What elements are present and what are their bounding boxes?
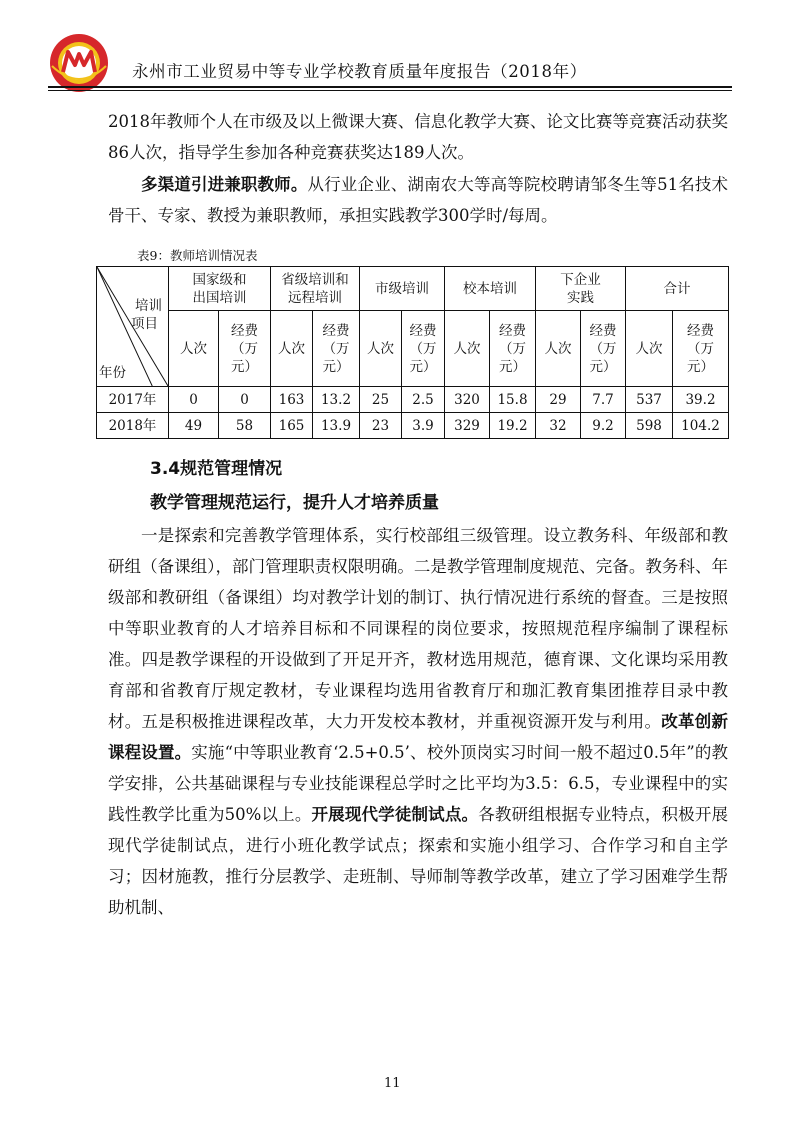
sub-header-count: 人次 xyxy=(169,311,219,387)
school-logo-icon xyxy=(48,32,110,94)
header-divider-thin xyxy=(48,90,732,91)
table-cell: 2.5 xyxy=(402,387,445,413)
table-cell: 0 xyxy=(169,387,219,413)
table-cell: 163 xyxy=(271,387,313,413)
table-cell: 320 xyxy=(445,387,490,413)
table-cell: 49 xyxy=(169,413,219,439)
sub-header-fee: 经费 （万 元） xyxy=(581,311,626,387)
table-cell: 537 xyxy=(626,387,673,413)
group-header-city: 市级培训 xyxy=(360,267,445,311)
table-cell: 23 xyxy=(360,413,402,439)
sub-header-fee: 经费 （万 元） xyxy=(219,311,271,387)
sub-header-fee: 经费 （万 元） xyxy=(673,311,729,387)
table-cell: 104.2 xyxy=(673,413,729,439)
intro-paragraph-awards: 2018年教师个人在市级及以上微课大赛、信息化教学大赛、论文比赛等竞赛活动获奖86人次，指导学生参加各种竞赛获奖达189人次。 xyxy=(108,112,728,162)
curriculum-body: 实施“中等职业教育‘2.5+0.5’、校外顶岗实习时间一般不超过0.5年”的教学安排，公共基础课程与专业技能课程总学时之比平均为3.5：6.5，专业课程中的实践性教学比重为50%以上。 xyxy=(108,743,728,824)
table-cell: 58 xyxy=(219,413,271,439)
sub-header-fee: 经费 （万 元） xyxy=(402,311,445,387)
table-cell: 3.9 xyxy=(402,413,445,439)
table-caption: 表9：教师培训情况表 xyxy=(137,248,258,263)
row-year: 2018年 xyxy=(97,413,169,439)
sub-header-count: 人次 xyxy=(536,311,581,387)
table-cell: 165 xyxy=(271,413,313,439)
header-divider xyxy=(48,86,732,88)
group-header-provincial: 省级培训和 远程培训 xyxy=(271,267,360,311)
corner-label-item: 项目 xyxy=(131,316,158,332)
table-cell: 13.2 xyxy=(313,387,360,413)
section-heading: 3.4规范管理情况 xyxy=(150,459,283,479)
sub-header-count: 人次 xyxy=(626,311,673,387)
management-body: 一是探索和完善教学管理体系，实行校部组三级管理。设立教务科、年级部和教研组（备课组），部门管理职责权限明确。二是教学管理制度规范、完备。教务科、年级部和教研组（备课组）均对教学计划的制订、执行情况进行系统的督查。三是按照中等职业教育的人才培养目标和不同课程的岗位要求，按照规范程序编制了课程标准。四是教学课程的开设做到了开足开齐，教材选用规范，德育课、文化课均采用教育部和省教育厅规定教材，专业课程均选用省教育厅和珈汇教育集团推荐目录中教材。五是积极推进课程改革，大力开发校本教材，并重视资源开发与利用。 xyxy=(108,526,728,731)
table-cell: 29 xyxy=(536,387,581,413)
group-header-enterprise: 下企业 实践 xyxy=(536,267,626,311)
table-cell: 32 xyxy=(536,413,581,439)
group-header-school: 校本培训 xyxy=(445,267,536,311)
apprenticeship-heading: 开展现代学徒制试点。 xyxy=(311,805,479,824)
sub-header-count: 人次 xyxy=(445,311,490,387)
table-corner-header xyxy=(97,267,169,387)
corner-label-year: 年份 xyxy=(99,365,126,381)
group-header-total: 合计 xyxy=(626,267,729,311)
apprenticeship-body: 各教研组根据专业特点，积极开展现代学徒制试点，进行小班化教学试点；探索和实施小组学习、合作学习和自主学习；因材施教，推行分层教学、走班制、导师制等教学改革，建立了学习困难学生帮助机制、 xyxy=(108,805,729,917)
parttime-heading: 多渠道引进兼职教师。 xyxy=(141,175,308,194)
corner-label-training: 培训 xyxy=(135,298,162,314)
parttime-body: 从行业企业、湖南农大等高等院校聘请邹冬生等51名技术骨干、专家、教授为兼职教师，承担实践教学300学时/每周。 xyxy=(108,175,729,225)
table-cell: 15.8 xyxy=(490,387,536,413)
table-cell: 0 xyxy=(219,387,271,413)
sub-header-count: 人次 xyxy=(360,311,402,387)
table-row xyxy=(97,413,729,439)
table-cell: 329 xyxy=(445,413,490,439)
sub-header-fee: 经费 （万 元） xyxy=(313,311,360,387)
table-cell: 13.9 xyxy=(313,413,360,439)
group-header-national: 国家级和 出国培训 xyxy=(169,267,271,311)
table-cell: 7.7 xyxy=(581,387,626,413)
sub-header-count: 人次 xyxy=(271,311,313,387)
row-year: 2017年 xyxy=(97,387,169,413)
section-body-paragraph xyxy=(108,520,728,923)
curriculum-heading: 改革创新课程设置。 xyxy=(108,712,729,762)
table-cell: 39.2 xyxy=(673,387,729,413)
intro-paragraph-parttime xyxy=(108,169,728,231)
report-header-title: 永州市工业贸易中等专业学校教育质量年度报告（2018年） xyxy=(132,62,587,81)
sub-header-fee: 经费 （万 元） xyxy=(490,311,536,387)
table-cell: 25 xyxy=(360,387,402,413)
table-cell: 598 xyxy=(626,413,673,439)
page-number: 11 xyxy=(384,1076,401,1091)
table-cell: 9.2 xyxy=(581,413,626,439)
table-row xyxy=(97,387,729,413)
teacher-training-table xyxy=(96,266,729,439)
table-cell: 19.2 xyxy=(490,413,536,439)
section-subheading: 教学管理规范运行，提升人才培养质量 xyxy=(150,493,439,513)
